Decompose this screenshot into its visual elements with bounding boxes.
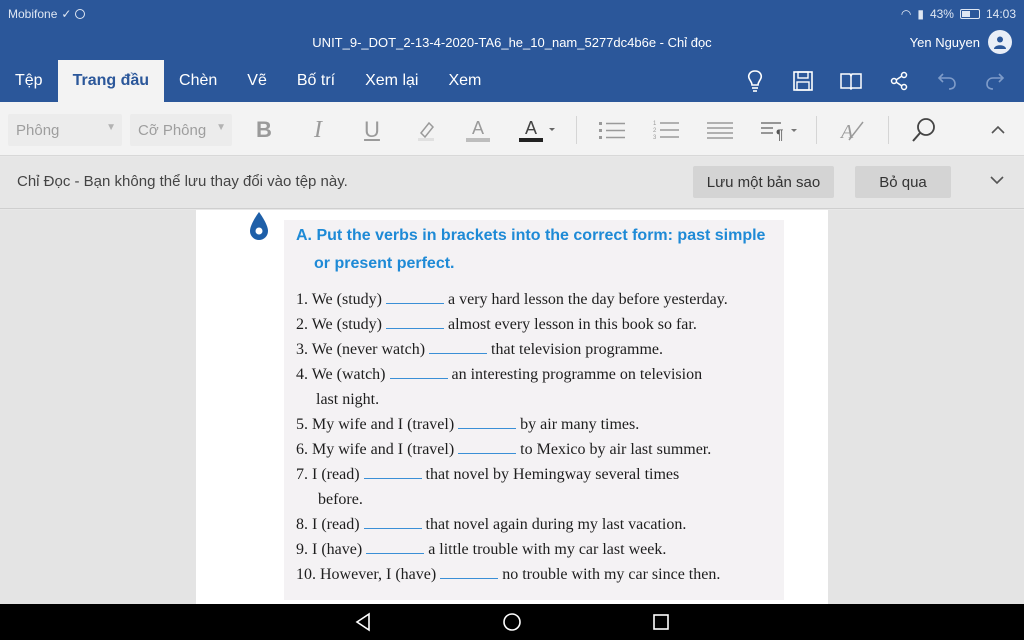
chevron-down-icon[interactable] <box>990 169 1004 190</box>
document-page[interactable] <box>196 210 828 604</box>
heading-line-1: A. Put the verbs in brackets into the correct form: past simple <box>296 227 766 244</box>
chevron-down-icon: ▼ <box>216 122 226 133</box>
title-bar <box>0 0 1024 102</box>
home-ribbon <box>0 102 1024 156</box>
paragraph-styles-icon[interactable] <box>758 114 802 146</box>
svg-text:1: 1 <box>653 121 657 127</box>
ribbon-tabs <box>0 60 496 102</box>
exercise-item: 4. We (watch) an interesting programme on television <box>296 366 703 383</box>
clock: 14:03 <box>985 7 1016 21</box>
battery-percent: 43% <box>929 7 954 21</box>
exercise-heading <box>296 222 776 278</box>
status-bar <box>0 0 1024 28</box>
document-canvas[interactable] <box>0 210 1024 604</box>
read-only-bar <box>0 157 1024 209</box>
redo-icon[interactable] <box>982 68 1008 94</box>
font-size-select[interactable] <box>130 114 232 146</box>
avatar[interactable] <box>988 30 1012 54</box>
font-color-icon[interactable] <box>462 114 494 146</box>
carrier-label: Mobifone <box>8 7 58 21</box>
tab-review[interactable]: Xem lại <box>365 72 419 89</box>
font-name-placeholder: Phông <box>16 121 60 139</box>
exercise-item: 2. We (study) almost every lesson in this book so far. <box>296 316 697 333</box>
svg-text:A: A <box>524 118 538 138</box>
recents-icon[interactable] <box>651 612 671 632</box>
underline-icon[interactable]: U <box>364 117 380 142</box>
italic-icon[interactable]: I <box>314 116 322 143</box>
ribbon-divider <box>576 116 577 144</box>
text-color-icon[interactable] <box>516 114 558 146</box>
dismiss-button[interactable]: Bỏ qua <box>855 166 951 198</box>
tab-insert[interactable]: Chèn <box>179 72 218 89</box>
heading-line-2: or present perfect. <box>314 255 455 272</box>
search-icon[interactable] <box>908 114 940 146</box>
person-icon <box>993 35 1007 49</box>
exercise-item: 5. My wife and I (travel) by air many times. <box>296 416 640 433</box>
ribbon-divider <box>888 116 889 144</box>
exercise-item: 1. We (study) a very hard lesson the day before yesterday. <box>296 291 728 308</box>
svg-text:A: A <box>841 121 854 142</box>
exercise-item-continued: before. <box>318 491 363 508</box>
exercise-item: 7. I (read) that novel by Hemingway several times <box>296 466 680 483</box>
svg-text:2: 2 <box>653 128 657 134</box>
font-name-select[interactable] <box>8 114 122 146</box>
tab-home[interactable]: Trang đầu <box>58 60 164 102</box>
exercise-item: 8. I (read) that novel again during my last vacation. <box>296 516 687 533</box>
share-icon[interactable] <box>886 68 912 94</box>
read-only-message: Chỉ Đọc - Bạn không thể lưu thay đổi vào tệp này. <box>17 173 348 190</box>
styles-icon[interactable] <box>836 114 868 146</box>
lightbulb-icon[interactable] <box>742 68 768 94</box>
tab-layout[interactable]: Bố trí <box>296 72 336 89</box>
tab-file[interactable]: Tệp <box>15 72 43 89</box>
bold-icon[interactable]: B <box>256 117 272 142</box>
save-icon[interactable] <box>790 68 816 94</box>
exercise-item: 10. However, I (have) no trouble with my car since then. <box>296 566 721 583</box>
document-title: UNIT_9-_DOT_2-13-4-2020-TA6_he_10_nam_5277dc4b6e - Chỉ đọc <box>312 35 712 50</box>
exercise-item-continued: last night. <box>316 391 380 408</box>
svg-text:A: A <box>471 118 485 138</box>
wifi-icon: ◠ <box>900 7 912 21</box>
undo-icon[interactable] <box>934 68 960 94</box>
back-icon[interactable] <box>353 612 373 632</box>
svg-text:¶: ¶ <box>776 126 784 141</box>
signal-icon: ▮ <box>917 7 924 21</box>
exercise-item: 9. I (have) a little trouble with my car last week. <box>296 541 667 558</box>
font-size-placeholder: Cỡ Phông <box>138 121 207 139</box>
battery-icon <box>960 9 980 19</box>
cursor-handle-icon[interactable] <box>248 210 270 242</box>
title-actions <box>742 60 1024 102</box>
user-name: Yen Nguyen <box>909 34 980 50</box>
collapse-ribbon-icon[interactable] <box>982 114 1014 146</box>
system-nav-bar <box>0 604 1024 640</box>
vpn-icon <box>75 9 85 19</box>
bullets-icon[interactable] <box>596 114 628 146</box>
ribbon-divider <box>816 116 817 144</box>
reading-mode-icon[interactable] <box>838 68 864 94</box>
exercise-item: 3. We (never watch) that television programme. <box>296 341 663 358</box>
tab-view[interactable]: Xem <box>448 72 482 89</box>
chevron-down-icon: ▼ <box>106 122 116 133</box>
numbering-icon[interactable] <box>650 114 682 146</box>
align-left-icon[interactable] <box>704 114 736 146</box>
check-icon: ✓ <box>61 7 72 21</box>
tab-draw[interactable]: Vẽ <box>247 72 267 89</box>
exercise-item: 6. My wife and I (travel) to Mexico by air last summer. <box>296 441 712 458</box>
save-copy-button[interactable]: Lưu một bản sao <box>693 166 834 198</box>
user-account[interactable] <box>910 30 1012 54</box>
home-icon[interactable] <box>502 612 522 632</box>
svg-text:3: 3 <box>653 135 657 141</box>
highlighter-icon[interactable] <box>410 114 442 146</box>
